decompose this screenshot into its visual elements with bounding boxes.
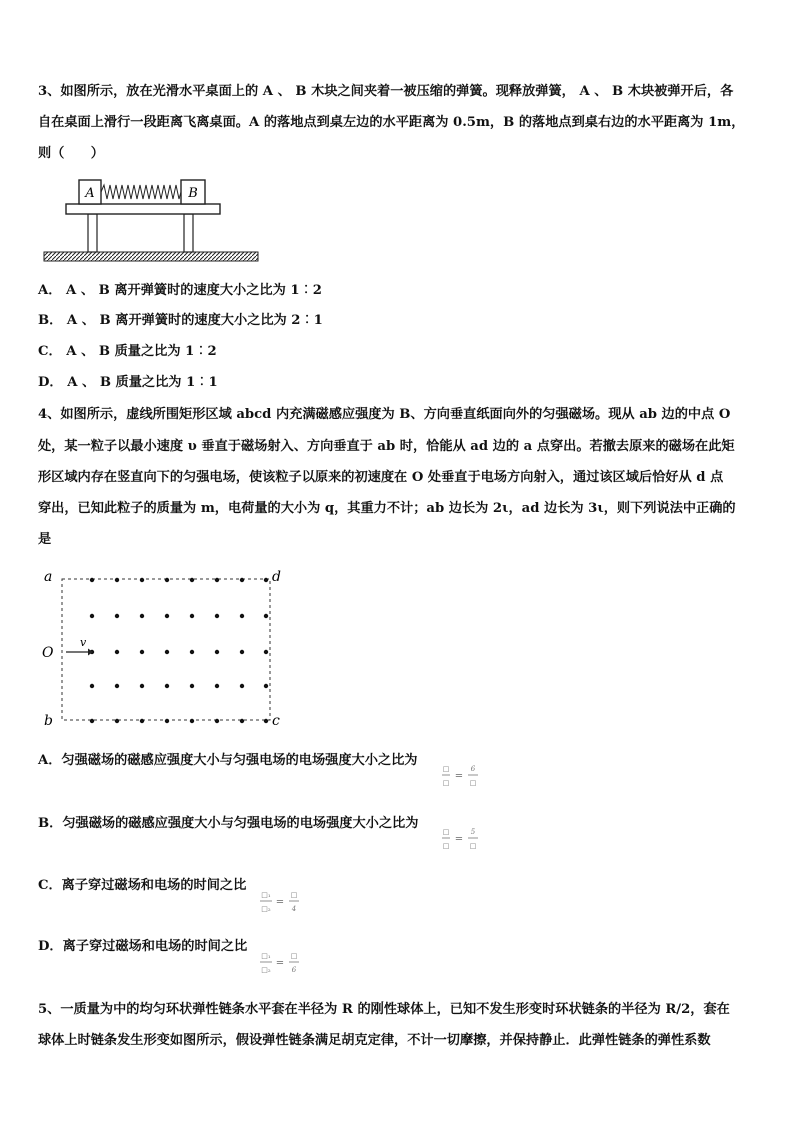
field-dot (215, 578, 219, 582)
field-dot (90, 719, 94, 723)
field-dot (190, 684, 194, 688)
spring-table-figure (40, 172, 262, 268)
block-a-label: A (85, 186, 95, 201)
magnetic-field-figure (38, 566, 288, 736)
q3-line-3: 则（ ） (38, 146, 104, 161)
field-dot (240, 650, 244, 654)
corner-label-b: b (44, 713, 53, 729)
formula-d-right-num: □ (290, 952, 298, 960)
q5-line-2: 球体上时链条发生形变如图所示，假设弹性链条满足胡克定律，不计一切摩擦，并保持静止．此弹性链条的弹性系数 (38, 1033, 711, 1048)
field-region-dashed-border (62, 579, 270, 720)
formula-b-right-den: □ (469, 842, 477, 850)
formula-d (259, 949, 301, 977)
q3-option-b: B． A 、 B 离开弹簧时的速度大小之比为 2︰1 (38, 313, 323, 328)
field-dot (165, 719, 169, 723)
table-leg-left (88, 214, 97, 252)
svg-text:=: = (275, 897, 285, 908)
field-dot (90, 614, 94, 618)
block-b-label: B (188, 186, 198, 201)
field-dot (140, 719, 144, 723)
q3-option-d: D． A 、 B 质量之比为 1︰1 (38, 375, 218, 390)
formula-d-left-num: □₁ (261, 952, 271, 960)
field-dot (240, 719, 244, 723)
q4-line-4: 穿出，已知此粒子的质量为 m，电荷量的大小为 q，其重力不计；ab 边长为 2ι，ad 边长为 3ι，则下列说法中正确的 (38, 501, 736, 516)
table-leg-right (184, 214, 193, 252)
svg-text:=: = (454, 834, 464, 845)
formula-b-left-num: □ (442, 828, 450, 836)
field-dot (240, 684, 244, 688)
formula-a-left-den: □ (442, 779, 450, 787)
field-dot (140, 614, 144, 618)
field-dot (240, 614, 244, 618)
q4-option-d: D．离子穿过磁场和电场的时间之比 (38, 939, 248, 954)
q4-line-1: 4、如图所示，虚线所围矩形区域 abcd 内充满磁感应强度为 B、方向垂直纸面向外的匀强磁场。现从 ab 边的中点 O (38, 407, 731, 422)
spring (101, 185, 181, 199)
field-dot (215, 684, 219, 688)
field-dot (90, 578, 94, 582)
q3-line-2: 自在桌面上滑行一段距离飞离桌面。A 的落地点到桌左边的水平距离为 0.5m，B 的落地点到桌右边的水平距离为 1m， (38, 115, 745, 130)
formula-c (259, 888, 301, 916)
formula-a-right-num: 6 (470, 765, 476, 773)
field-dot (165, 650, 169, 654)
field-dot (264, 650, 268, 654)
field-dot (140, 650, 144, 654)
velocity-label-v: v (80, 636, 87, 649)
ground-hatch (44, 252, 258, 261)
formula-b (440, 825, 480, 853)
svg-text:=: = (454, 771, 464, 782)
table-top (66, 204, 220, 214)
corner-label-c: c (272, 713, 280, 729)
q4-option-a: A．匀强磁场的磁感应强度大小与匀强电场的电场强度大小之比为 (38, 753, 418, 768)
field-dot (190, 719, 194, 723)
formula-a (440, 762, 480, 790)
field-dot (165, 684, 169, 688)
field-dot (190, 650, 194, 654)
field-dot (215, 650, 219, 654)
formula-a-left-num: □ (442, 765, 450, 773)
q4-option-b: B．匀强磁场的磁感应强度大小与匀强电场的电场强度大小之比为 (38, 816, 419, 831)
field-dot (115, 719, 119, 723)
field-dot (140, 684, 144, 688)
formula-d-right-den: 6 (291, 966, 297, 974)
q4-line-5: 是 (38, 532, 52, 547)
field-dot (264, 578, 268, 582)
corner-label-a: a (44, 569, 53, 585)
q4-option-c: C．离子穿过磁场和电场的时间之比 (38, 878, 247, 893)
field-dot (115, 614, 119, 618)
q3-option-a: A． A 、 B 离开弹簧时的速度大小之比为 1︰2 (38, 283, 322, 298)
field-dot (140, 578, 144, 582)
field-dot (264, 684, 268, 688)
q4-line-3: 形区域内存在竖直向下的匀强电场，使该粒子以原来的初速度在 O 处垂直于电场方向射入，通过该区域后恰好从 d 点 (38, 470, 724, 485)
field-dot (90, 684, 94, 688)
formula-c-right-den: 4 (291, 905, 297, 913)
velocity-arrowhead (88, 649, 93, 656)
svg-text:=: = (275, 958, 285, 969)
q3-option-c: C． A 、 B 质量之比为 1︰2 (38, 344, 217, 359)
corner-label-d: d (272, 569, 281, 585)
field-dot (165, 578, 169, 582)
field-dot (190, 614, 194, 618)
field-dot (115, 650, 119, 654)
field-dot (165, 614, 169, 618)
field-dot (215, 719, 219, 723)
field-dot (240, 578, 244, 582)
field-dot (115, 684, 119, 688)
formula-c-left-num: □₁ (261, 891, 271, 899)
q5-line-1: 5、一质量为中的均匀环状弹性链条水平套在半径为 R 的刚性球体上，已知不发生形变时环状链条的半径为 R/2，套在 (38, 1002, 730, 1017)
formula-b-right-num: 5 (470, 828, 476, 836)
field-dots (90, 578, 268, 723)
q3-line-1: 3、如图所示，放在光滑水平桌面上的 A 、 B 木块之间夹着一被压缩的弹簧。现释放弹簧， A 、 B 木块被弹开后，各 (38, 84, 734, 99)
field-dot (190, 578, 194, 582)
field-dot (115, 578, 119, 582)
point-label-o: O (42, 645, 54, 661)
formula-a-right-den: □ (469, 779, 477, 787)
field-dot (264, 614, 268, 618)
formula-c-left-den: □₂ (261, 905, 271, 913)
q4-line-2: 处，某一粒子以最小速度 υ 垂直于磁场射入、方向垂直于 ab 时，恰能从 ad 边的 a 点穿出。若撤去原来的磁场在此矩 (38, 439, 735, 454)
formula-d-left-den: □₂ (261, 966, 271, 974)
formula-c-right-num: □ (290, 891, 298, 899)
field-dot (215, 614, 219, 618)
formula-b-left-den: □ (442, 842, 450, 850)
field-dot (264, 719, 268, 723)
